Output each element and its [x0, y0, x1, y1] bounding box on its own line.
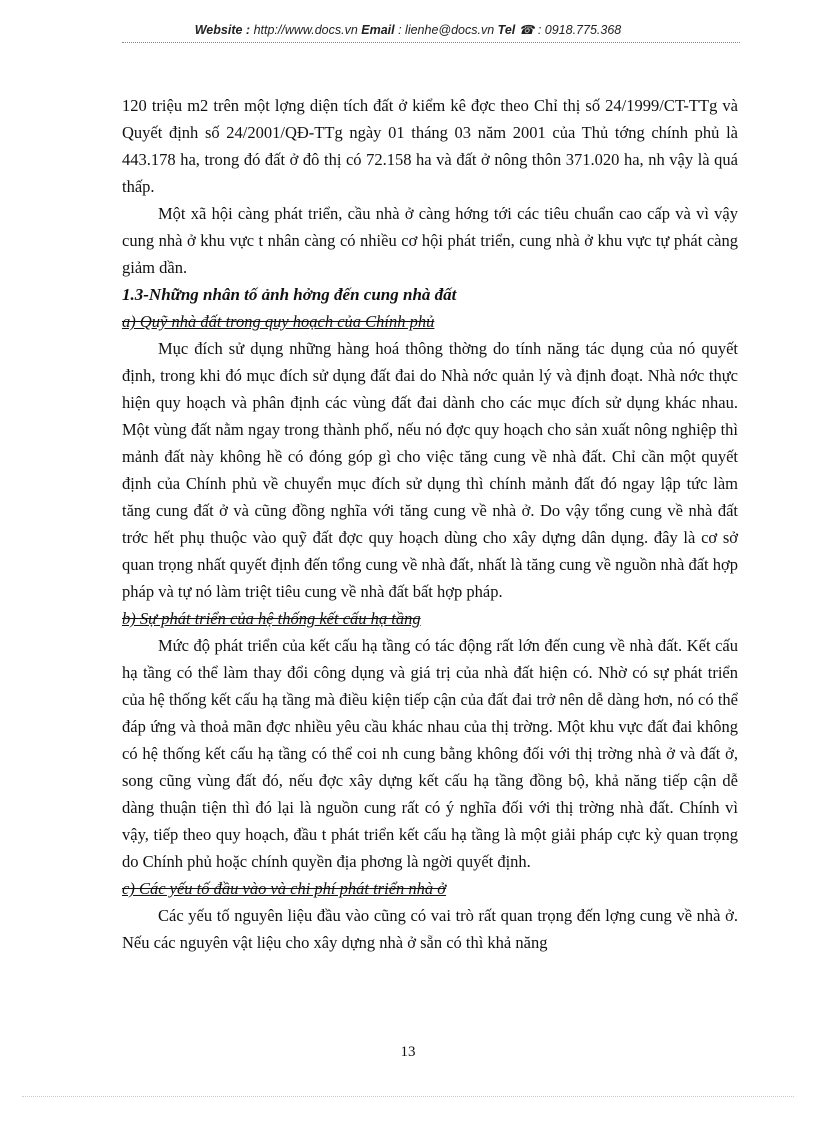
subsection-heading: b) Sự phát triển của hệ thống kết cấu hạ tầng	[122, 609, 421, 628]
subsection-heading: a) Quỹ nhà đất trong quy hoạch của Chính phủ	[122, 312, 435, 331]
paragraph: Các yếu tố nguyên liệu đầu vào cũng có vai trò rất quan trọng đến lợng cung về nhà ở. Nếu các nguyên vật liệu cho xây dựng nhà ở sẵn có thì khả năng	[122, 906, 738, 952]
document-body	[122, 92, 738, 956]
tel-value: : 0918.775.368	[537, 23, 622, 37]
subsection-heading: c) Các yếu tố đầu vào và chi phí phát triển nhà ở	[122, 879, 447, 898]
tel-label: Tel	[497, 23, 516, 37]
website-link[interactable]: http://www.docs.vn	[253, 23, 358, 37]
website-label: Website :	[194, 23, 251, 37]
paragraph: 120 triệu m2 trên một lợng diện tích đất ở kiểm kê đợc theo Chỉ thị số 24/1999/CT-TTg và Quyết định số 24/2001/QĐ-TTg ngày 01 tháng 03 năm 2001 của Thủ tớng chính phủ là 443.178 ha, trong đó đất ở đô thị có 72.158 ha và đất ở nông thôn 371.020 ha, nh vậy là quá thấp.	[122, 96, 738, 196]
page-header	[0, 22, 816, 37]
email-label: Email	[361, 23, 395, 37]
page-number: 13	[400, 1044, 416, 1060]
paragraph: Mức độ phát triển của kết cấu hạ tầng có tác động rất lớn đến cung về nhà đất. Kết cấu hạ tầng có thể làm thay đổi công dụng và giá trị của nhà đất hiện có. Nhờ có sự phát triển của hệ thống kết cấu hạ tầng mà điều kiện tiếp cận của đất đai trở nên dễ dàng hơn, nó có thể đáp ứng và thoả mãn đợc nhiều yêu cầu khác nhau của thị trờng. Một khu vực đất đai không có hệ thống kết cấu hạ tầng có thể coi nh cung bằng không đối với thị trờng nhà ở và đất ở, song cũng vùng đất đó, nếu đợc xây dựng kết cấu hạ tầng đồng bộ, khả năng tiếp cận dễ dàng thuận tiện thì đó lại là nguồn cung rất có ý nghĩa đối với thị trờng nhà đất. Chính vì vậy, tiếp theo quy hoạch, đầu t phát triển kết cấu hạ tầng là một giải pháp cực kỳ quan trọng do Chính phủ hoặc chính quyền địa phơng là ngời quyết định.	[122, 636, 738, 871]
phone-icon: ☎	[518, 23, 535, 37]
footer-divider	[22, 1096, 794, 1097]
paragraph: Mục đích sử dụng những hàng hoá thông thờng do tính năng tác dụng của nó quyết định, trong khi đó mục đích sử dụng đất đai do Nhà nớc quản lý và định đoạt. Nhà nớc thực hiện quy hoạch và phân định các vùng đất đai dành cho các mục đích sử dụng khác nhau. Một vùng đất nằm ngay trong thành phố, nếu nó đợc quy hoạch cho sản xuất nông nghiệp thì mảnh đất này không hề có đóng góp gì cho việc tăng cung về nhà đất. Chỉ cần một quyết định của Chính phủ về chuyển mục đích sử dụng thì chính mảnh đất đó ngay lập tức làm tăng cung đất ở và cũng đồng nghĩa với tăng cung về nhà ở. Do vậy tổng cung về nhà đất trớc hết phụ thuộc vào quỹ đất đợc quy hoạch dùng cho xây dựng dân dụng. đây là cơ sở quan trọng nhất quyết định đến tổng cung về nhà đất, nhất là tăng cung về nguồn nhà đất hợp pháp và tự nó làm triệt tiêu cung về nhà đất bất hợp pháp.	[122, 339, 738, 601]
paragraph: Một xã hội càng phát triển, cầu nhà ở càng hớng tới các tiêu chuẩn cao cấp và vì vậy cung nhà ở khu vực t nhân càng có nhiều cơ hội phát triển, cung nhà ở khu vực tự phát càng giảm dần.	[122, 204, 738, 277]
section-heading: 1.3-Những nhân tố ảnh hởng đến cung nhà đất	[122, 285, 457, 304]
header-divider	[122, 42, 740, 43]
email-link[interactable]: : lienhe@docs.vn	[398, 23, 495, 37]
